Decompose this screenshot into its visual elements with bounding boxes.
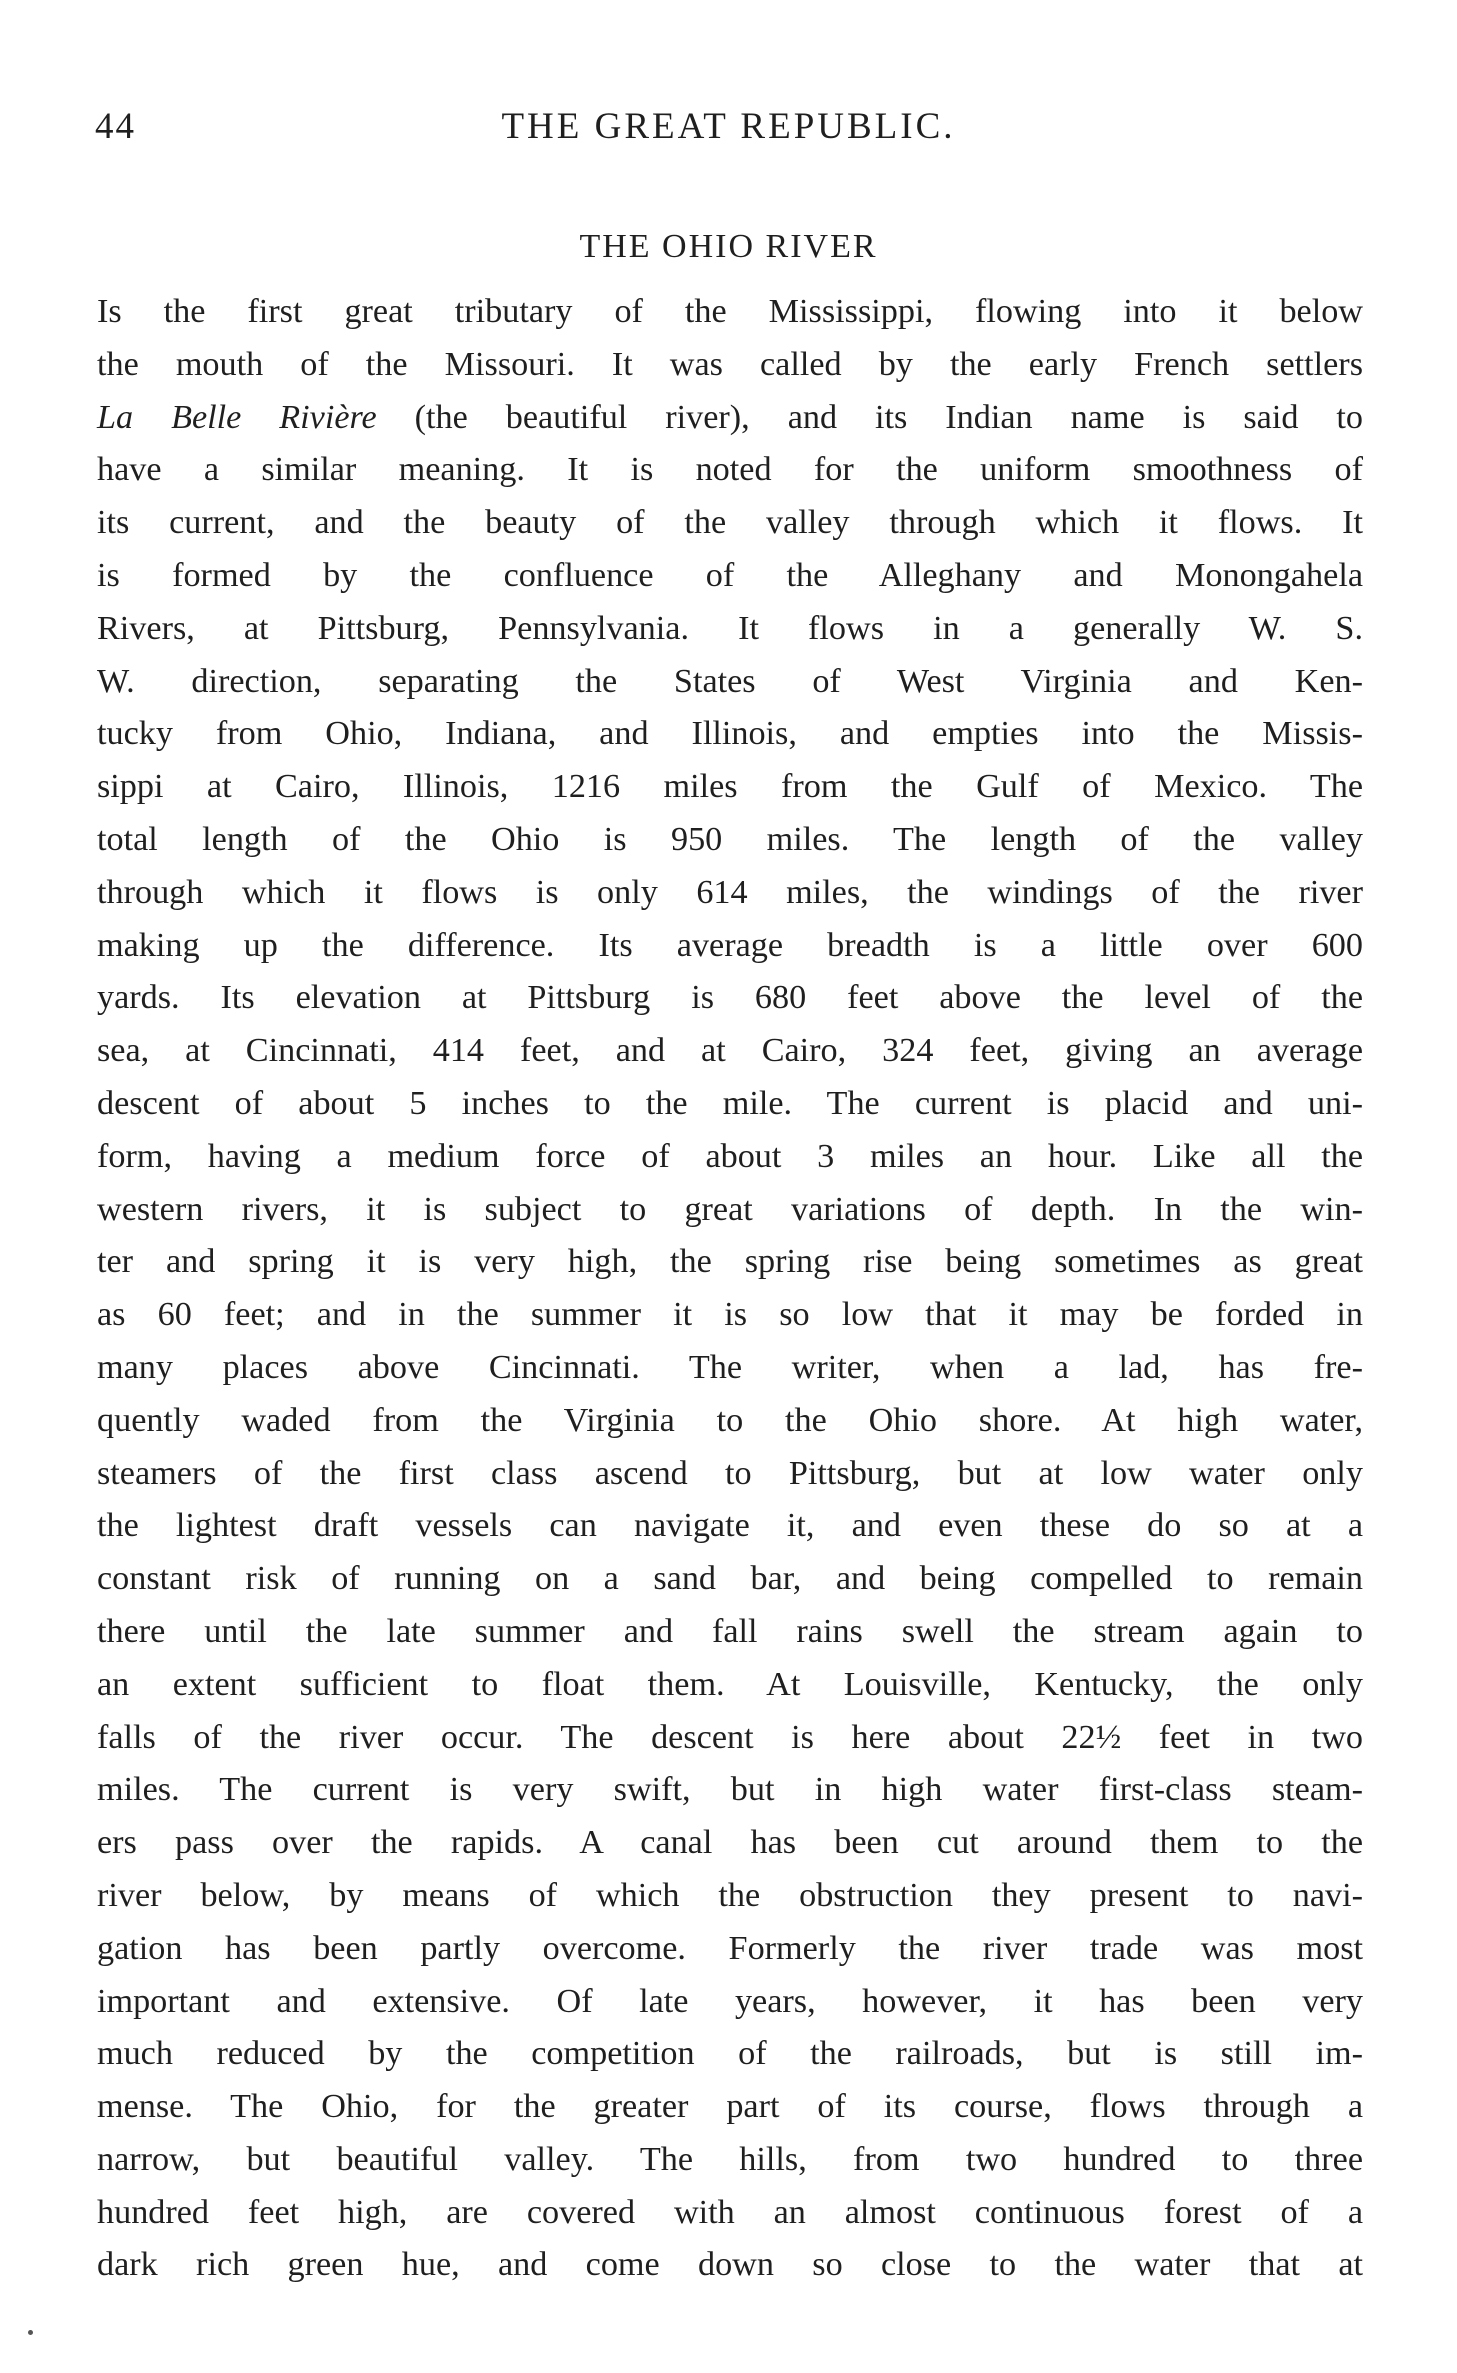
text-line: as 60 feet; and in the summer it is so low that it may be forded in	[97, 1296, 1363, 1334]
text-line: tucky from Ohio, Indiana, and Illinois, and empties into the Missis-	[97, 715, 1363, 753]
text-line: much reduced by the competition of the railroads, but is still im-	[97, 2035, 1363, 2073]
text-line: hundred feet high, are covered with an almost continuous forest of a	[97, 2193, 1363, 2231]
text-line: dark rich green hue, and come down so close to the water that at	[97, 2246, 1363, 2284]
text-line: Is the first great tributary of the Mississippi, flowing into it below	[97, 293, 1363, 330]
text-line: ers pass over the rapids. A canal has been cut around them to the	[97, 1824, 1363, 1862]
text-line: important and extensive. Of late years, however, it has been very	[97, 1982, 1363, 2020]
text-line: the lightest draft vessels can navigate it, and even these do so at a	[97, 1507, 1363, 1545]
text-line: constant risk of running on a sand bar, and being compelled to remain	[97, 1560, 1363, 1598]
running-head	[95, 105, 1362, 155]
text-line: mense. The Ohio, for the greater part of its course, flows through a	[97, 2088, 1363, 2126]
text-line: making up the difference. Its average breadth is a little over 600	[97, 926, 1363, 964]
text-line: La Belle Rivière (the beautiful river), and its Indian name is said to	[97, 398, 1363, 436]
text-line: yards. Its elevation at Pittsburg is 680 feet above the level of the	[97, 979, 1363, 1017]
running-title: THE GREAT REPUBLIC.	[501, 106, 956, 147]
text-line: falls of the river occur. The descent is here about 22½ feet in two	[97, 1718, 1363, 1756]
paper-speck	[28, 2330, 33, 2335]
text-line: total length of the Ohio is 950 miles. The length of the valley	[97, 820, 1363, 858]
text-line: is formed by the confluence of the Alleghany and Monongahela	[97, 556, 1363, 594]
text-line: W. direction, separating the States of West Virginia and Ken-	[97, 662, 1363, 700]
text-line: quently waded from the Virginia to the Ohio shore. At high water,	[97, 1401, 1363, 1439]
text-line: form, having a medium force of about 3 miles an hour. Like all the	[97, 1137, 1363, 1175]
text-line: sippi at Cairo, Illinois, 1216 miles from the Gulf of Mexico. The	[97, 768, 1363, 806]
text-line: many places above Cincinnati. The writer, when a lad, has fre-	[97, 1348, 1363, 1386]
text-line: western rivers, it is subject to great variations of depth. In the win-	[97, 1190, 1363, 1228]
text-line: descent of about 5 inches to the mile. The current is placid and uni-	[97, 1084, 1363, 1122]
text-line: miles. The current is very swift, but in high water first-class steam-	[97, 1771, 1363, 1809]
text-line: gation has been partly overcome. Formerly the river trade was most	[97, 1929, 1363, 1967]
text-line: Rivers, at Pittsburg, Pennsylvania. It flows in a generally W. S.	[97, 609, 1363, 647]
text-line: river below, by means of which the obstruction they present to navi-	[97, 1876, 1363, 1914]
section-heading: THE OHIO RIVER	[579, 228, 878, 265]
text-line: narrow, but beautiful valley. The hills, from two hundred to three	[97, 2140, 1363, 2178]
text-line: ter and spring it is very high, the spring rise being sometimes as great	[97, 1243, 1363, 1281]
page-number: 44	[95, 106, 136, 147]
text-line: steamers of the first class ascend to Pittsburg, but at low water only	[97, 1454, 1363, 1492]
italic-phrase: La Belle Rivière	[97, 398, 377, 436]
text-line: sea, at Cincinnati, 414 feet, and at Cairo, 324 feet, giving an average	[97, 1032, 1363, 1070]
text-line: have a similar meaning. It is noted for the uniform smoothness of	[97, 451, 1363, 489]
text-line: an extent sufficient to float them. At Louisville, Kentucky, the only	[97, 1665, 1363, 1703]
text-line: its current, and the beauty of the valley through which it flows. It	[97, 504, 1363, 542]
text-line: the mouth of the Missouri. It was called by the early French settlers	[97, 345, 1363, 383]
body-text	[97, 286, 1363, 2292]
text-line: there until the late summer and fall rains swell the stream again to	[97, 1612, 1363, 1650]
text-line: through which it flows is only 614 miles, the windings of the river	[97, 873, 1363, 911]
